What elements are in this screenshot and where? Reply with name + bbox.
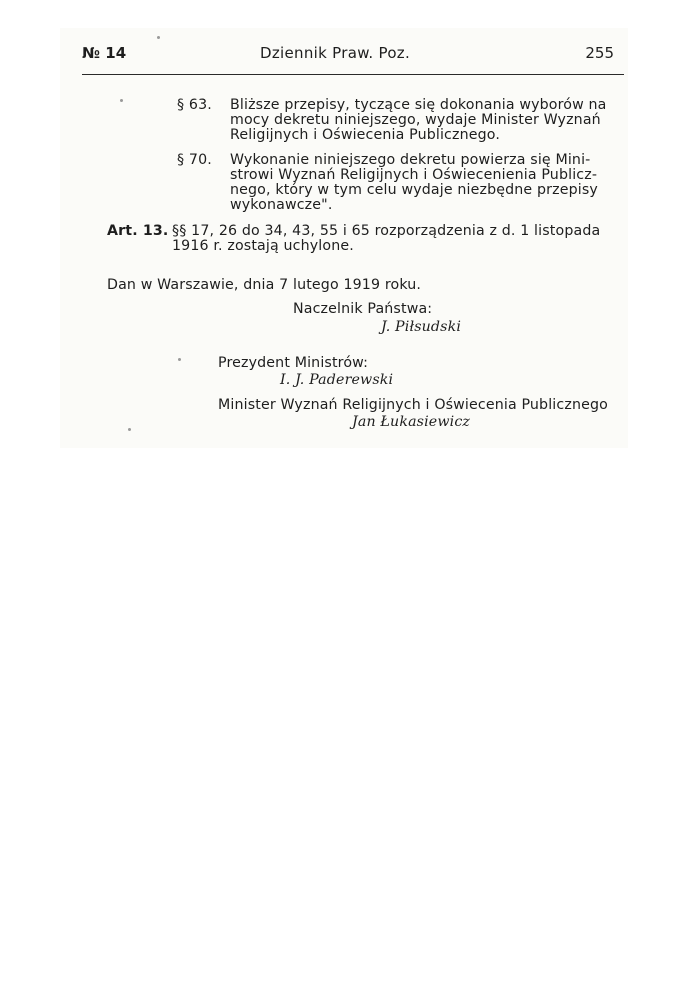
text-line: wykonawcze".	[230, 197, 333, 213]
scan-speck	[120, 99, 123, 102]
date-line: Dan w Warszawie, dnia 7 lutego 1919 roku.	[107, 277, 422, 293]
signatory-name: I. J. Paderewski	[280, 372, 394, 388]
text-line: mocy dekretu niniejszego, wydaje Minister Wyznań	[230, 112, 601, 128]
text-line: 1916 r. zostają uchylone.	[172, 238, 354, 254]
article-label: Art. 13.	[107, 223, 169, 239]
header-rule	[82, 74, 624, 75]
text-line: Religijnych i Oświecenia Publicznego.	[230, 127, 501, 143]
paragraph-label: § 70.	[177, 152, 212, 168]
signatory-role: Minister Wyznań Religijnych i Oświecenia Publicznego	[218, 397, 608, 413]
paragraph-label: § 63.	[177, 97, 212, 113]
text-line: Bliższe przepisy, tyczące się dokonania wyborów na	[230, 97, 607, 113]
text-line: nego, który w tym celu wydaje niezbędne przepisy	[230, 182, 598, 198]
page-number: 255	[585, 44, 614, 62]
scan-speck	[178, 358, 181, 361]
text-line: strowi Wyznań Religijnych i Oświecenienia Publicz-	[230, 167, 598, 183]
text-line: Wykonanie niniejszego dekretu powierza się Mini-	[230, 152, 591, 168]
signatory-name: J. Piłsudski	[381, 319, 462, 335]
scan-speck	[128, 428, 131, 431]
journal-title: Dziennik Praw. Poz.	[260, 44, 411, 62]
issue-number: № 14	[82, 44, 127, 62]
text-line: §§ 17, 26 do 34, 43, 55 i 65 rozporządzenia z d. 1 listopada	[172, 223, 601, 239]
signatory-role: Naczelnik Państwa:	[293, 301, 433, 317]
signatory-role: Prezydent Ministrów:	[218, 355, 369, 371]
scan-speck	[157, 36, 160, 39]
page-header	[82, 44, 626, 68]
signatory-name: Jan Łukasiewicz	[352, 414, 471, 430]
